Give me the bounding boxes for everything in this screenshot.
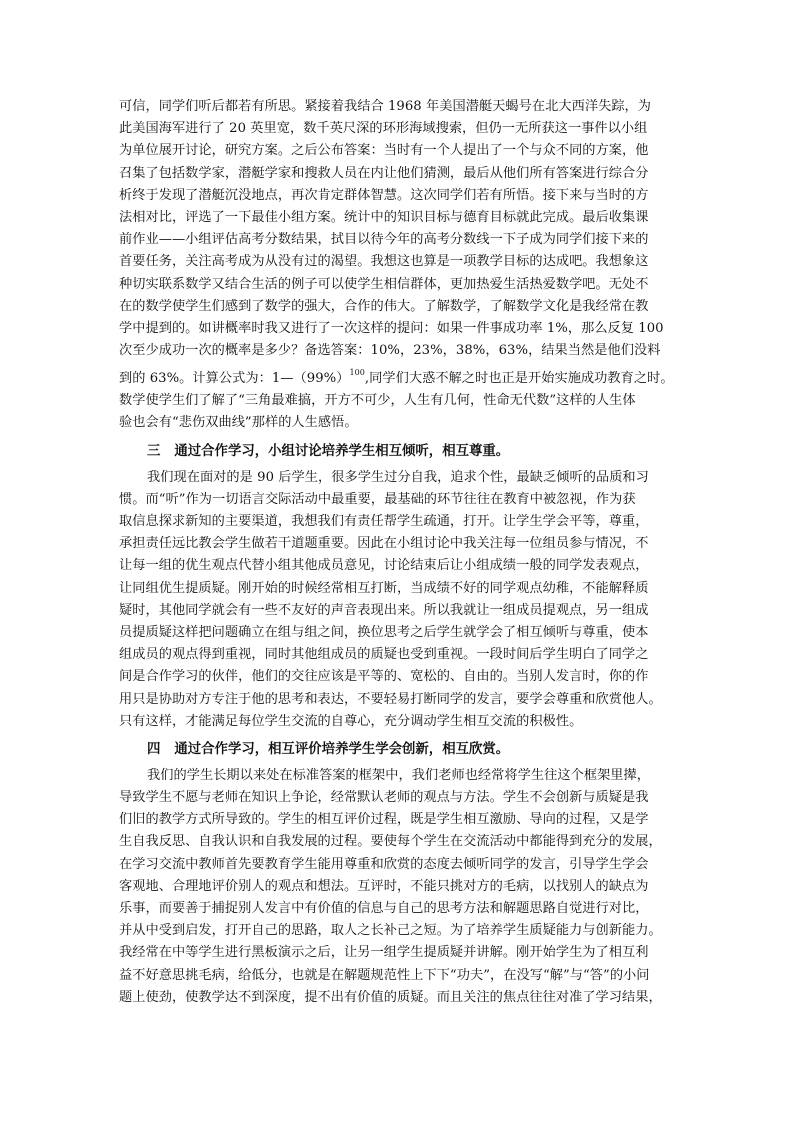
formula-line [119, 362, 677, 390]
text-line: 种切实联系数学又结合生活的例子可以使学生相信群体，更加热爱生活热爱数学吧。无处不 [119, 276, 649, 292]
text-line: 乐事，而要善于捕捉别人发言中有价值的信息与自己的思考方法和解题思路自觉进行对比， [119, 901, 649, 916]
text-line: 间是合作学习的伙伴，他们的交往应该是平等的、宽松的、自由的。当别人发言时，你的作 [119, 669, 649, 685]
formula-text-after: ,同学们大惑不解之时也正是开始实施成功教育之时。 [364, 371, 674, 387]
text-line: 导致学生不愿与老师在知识上争论，经常默认老师的观点与方法。学生不会创新与质疑是我 [119, 790, 649, 806]
text-line: 题上使劲，使教学达不到深度，提不出有价值的质疑。而且关注的焦点往往对准了学习结果， [119, 989, 662, 1005]
text-line: 让每一组的优生观点代替小组其他成员意见，讨论结束后让小组成绩一般的同学发表观点， [119, 558, 649, 574]
text-line: 们旧的教学方式所导致的。学生的相互评价过程，既是学生相互激励、导向的过程，又是学 [119, 812, 649, 828]
text-line: 我们现在面对的是 90 后学生，很多学生过分自我，追求个性，最缺乏倾听的品质和习 [147, 469, 649, 485]
text-line: 可信，同学们听后都若有所思。紧接着我结合 1968 年美国潜艇天蝎号在北大西洋失踪，为 [119, 99, 652, 114]
text-line: 客观地、合理地评价别人的观点和想法。互评时，不能只挑对方的毛病，以找别人的缺点为 [119, 878, 649, 894]
section-heading-4 [119, 737, 677, 761]
text-line: 承担责任远比教会学生做若干道题重要。因此在小组讨论中我关注每一位组员参与情况，不 [119, 536, 649, 552]
paragraph-evaluation [119, 765, 677, 1009]
text-line: 前作业——小组评估高考分数结果，拭目以待今年的高考分数线一下子成为同学们接下来的 [119, 232, 649, 248]
paragraph-listening [119, 467, 677, 733]
text-line: 次至少成功一次的概率是多少？备选答案：10%，23%，38%，63%，结果当然是他们没料 [119, 343, 661, 359]
text-line: 为单位展开讨论，研究方案。之后公布答案：当时有一个人提出了一个与众不同的方案，他 [119, 143, 649, 159]
text-line: 此美国海军进行了 20 英里宽，数千英尺深的环形海域搜索，但仍一无所获这一事件以小组 [119, 121, 648, 137]
text-line: 首要任务，关注高考成为从没有过的渴望。我想这也算是一项教学目标的达成吧。我想象这 [119, 254, 649, 270]
formula-exponent: 100 [349, 368, 365, 378]
text-line: 法相对比，评选了一下最佳小组方案。统计中的知识目标与德育目标就此完成。最后收集课 [119, 209, 649, 225]
section-title: 通过合作学习，小组讨论培养学生相互倾听，相互尊重。 [174, 442, 510, 459]
text-line: 我经常在中等学生进行黑板演示之后，让另一组学生提质疑并讲解。刚开始学生为了相互利 [119, 945, 649, 961]
text-line: 我们的学生长期以来处在标准答案的框架中，我们老师也经常将学生往这个框架里撵， [147, 767, 651, 783]
text-line: 生自我反思、自我认识和自我发展的过程。要使每个学生在交流活动中都能得到充分的发展， [119, 834, 662, 850]
text-line: 召集了包括数学家，潜艇学家和搜救人员在内让他们猜测，最后从他们所有答案进行综合分 [119, 165, 649, 181]
section-number: 四 [147, 740, 161, 757]
text-line: 在学习交流中教师首先要教育学生能用尊重和欣赏的态度去倾听同学的发言，引导学生学会 [119, 856, 649, 872]
section-heading-3 [119, 439, 677, 463]
text-line: 让同组优生提质疑。刚开始的时候经常相互打断，当成绩不好的同学观点幼稚，不能解释质 [119, 580, 649, 596]
text-line: 取信息探求新知的主要渠道，我想我们有责任帮学生疏通，打开。让学生学会平等，尊重， [119, 514, 649, 529]
text-line: 数学使学生们了解了“三角最难搞，开方不可少，人生有几何，性命无代数”这样的人生体 [119, 393, 636, 409]
text-line: 用只是协助对方专注于他的思考和表达，不要轻易打断同学的发言，要学会尊重和欣赏他人。 [119, 691, 662, 707]
text-line: 学中提到的。如讲概率时我又进行了一次这样的提问：如果一件事成功率 1%，那么反复 100 [119, 320, 664, 336]
text-line: 惯。而“听”作为一切语言交际活动中最重要，最基础的环节往往在教育中被忽视，作为获 [119, 491, 636, 507]
formula-text-before: 到的 63%。计算公式为：1—（99%） [119, 371, 350, 387]
text-line: 员提质疑这样把问题确立在组与组之间，换位思考之后学生就学会了相互倾听与尊重，使本 [119, 624, 649, 640]
text-line: 析终于发现了潜艇沉没地点，再次肯定群体智慧。这次同学们若有所悟。接下来与当时的方 [119, 187, 649, 203]
text-line: 益不好意思挑毛病，给低分，也就是在解题规范性上下下“功夫”，在没写“解”与“答”的小问 [119, 967, 650, 983]
text-line: 组成员的观点得到重视，同时其他组成员的质疑也受到重视。一段时间后学生明白了同学之 [119, 647, 649, 663]
section-title: 通过合作学习，相互评价培养学生学会创新，相互欣赏。 [174, 740, 510, 757]
text-line: 在的数学使学生们感到了数学的强大，合作的伟大。了解数学，了解数学文化是我经常在教 [119, 298, 649, 314]
text-line: 并从中受到启发，打开自己的思路，取人之长补己之短。为了培养学生质疑能力与创新能力。 [119, 923, 662, 939]
paragraph-cont [119, 96, 677, 435]
text-line: 疑时，其他同学就会有一些不友好的声音表现出来。所以我就让一组成员提观点，另一组成 [119, 602, 649, 618]
section-number: 三 [147, 442, 161, 459]
text-line: 验也会有“悲伤双曲线”那样的人生感悟。 [119, 415, 358, 431]
document-page [119, 96, 677, 1009]
text-line: 只有这样，才能满足每位学生交流的自尊心，充分调动学生相互交流的积极性。 [119, 713, 583, 729]
